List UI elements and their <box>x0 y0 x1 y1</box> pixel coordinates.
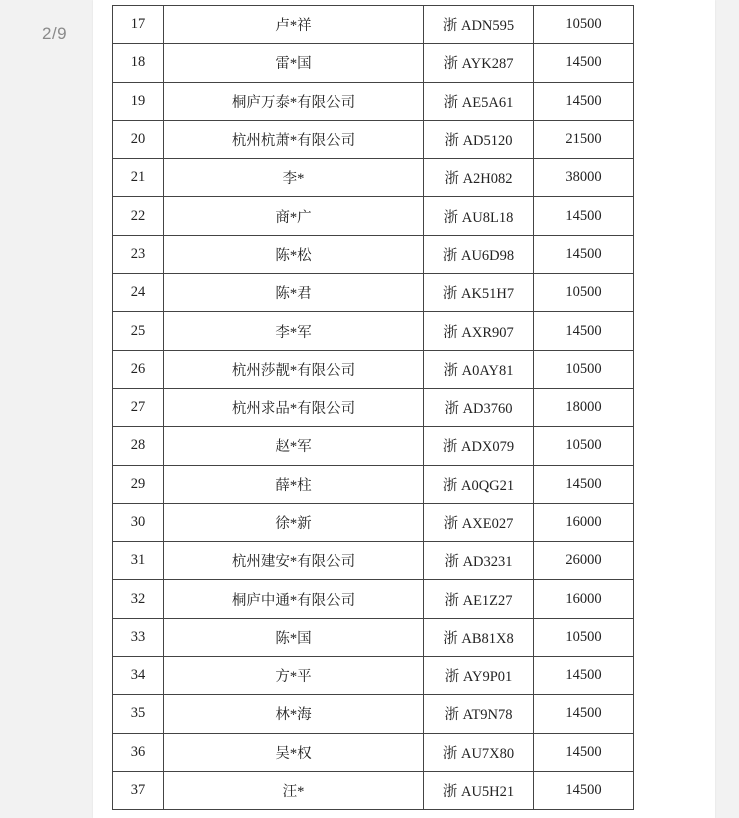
owner-name-cell: 商*广 <box>164 197 424 235</box>
row-number-cell: 17 <box>113 6 164 44</box>
owner-name-cell: 陈*君 <box>164 274 424 312</box>
owner-name-cell: 陈*国 <box>164 618 424 656</box>
table-row <box>113 44 634 82</box>
license-plate-cell: 浙 AU7X80 <box>424 733 534 771</box>
table-row <box>113 542 634 580</box>
owner-name-cell: 薛*柱 <box>164 465 424 503</box>
row-number-cell: 21 <box>113 159 164 197</box>
row-number-cell: 30 <box>113 503 164 541</box>
table-row <box>113 657 634 695</box>
amount-cell: 10500 <box>534 427 634 465</box>
license-plate-cell: 浙 AXR907 <box>424 312 534 350</box>
owner-name-cell: 李*军 <box>164 312 424 350</box>
row-number-cell: 19 <box>113 82 164 120</box>
table-row <box>113 82 634 120</box>
amount-cell: 18000 <box>534 388 634 426</box>
table-row <box>113 120 634 158</box>
table-row <box>113 312 634 350</box>
table-row <box>113 159 634 197</box>
row-number-cell: 29 <box>113 465 164 503</box>
owner-name-cell: 陈*松 <box>164 235 424 273</box>
license-plate-cell: 浙 AU6D98 <box>424 235 534 273</box>
row-number-cell: 18 <box>113 44 164 82</box>
license-plate-cell: 浙 AE5A61 <box>424 82 534 120</box>
license-plate-cell: 浙 AU5H21 <box>424 771 534 809</box>
table-row <box>113 274 634 312</box>
amount-cell: 14500 <box>534 82 634 120</box>
license-plate-cell: 浙 A2H082 <box>424 159 534 197</box>
records-table <box>112 5 634 810</box>
license-plate-cell: 浙 AD3760 <box>424 388 534 426</box>
table-row <box>113 503 634 541</box>
owner-name-cell: 方*平 <box>164 657 424 695</box>
row-number-cell: 33 <box>113 618 164 656</box>
amount-cell: 16000 <box>534 503 634 541</box>
table-row <box>113 235 634 273</box>
amount-cell: 10500 <box>534 274 634 312</box>
row-number-cell: 20 <box>113 120 164 158</box>
owner-name-cell: 林*海 <box>164 695 424 733</box>
owner-name-cell: 杭州建安*有限公司 <box>164 542 424 580</box>
row-number-cell: 23 <box>113 235 164 273</box>
license-plate-cell: 浙 AU8L18 <box>424 197 534 235</box>
table-row <box>113 197 634 235</box>
amount-cell: 14500 <box>534 733 634 771</box>
row-number-cell: 22 <box>113 197 164 235</box>
amount-cell: 14500 <box>534 771 634 809</box>
owner-name-cell: 杭州莎靓*有限公司 <box>164 350 424 388</box>
table-row <box>113 733 634 771</box>
row-number-cell: 35 <box>113 695 164 733</box>
table-row <box>113 695 634 733</box>
row-number-cell: 27 <box>113 388 164 426</box>
amount-cell: 16000 <box>534 580 634 618</box>
amount-cell: 38000 <box>534 159 634 197</box>
row-number-cell: 34 <box>113 657 164 695</box>
amount-cell: 14500 <box>534 235 634 273</box>
owner-name-cell: 赵*军 <box>164 427 424 465</box>
amount-cell: 14500 <box>534 465 634 503</box>
license-plate-cell: 浙 A0QG21 <box>424 465 534 503</box>
row-number-cell: 25 <box>113 312 164 350</box>
table-row <box>113 427 634 465</box>
license-plate-cell: 浙 AT9N78 <box>424 695 534 733</box>
license-plate-cell: 浙 AK51H7 <box>424 274 534 312</box>
row-number-cell: 32 <box>113 580 164 618</box>
table-row <box>113 771 634 809</box>
owner-name-cell: 杭州求品*有限公司 <box>164 388 424 426</box>
license-plate-cell: 浙 AB81X8 <box>424 618 534 656</box>
table-row <box>113 465 634 503</box>
page-indicator: 2/9 <box>42 24 68 43</box>
amount-cell: 14500 <box>534 197 634 235</box>
row-number-cell: 28 <box>113 427 164 465</box>
amount-cell: 14500 <box>534 312 634 350</box>
row-number-cell: 37 <box>113 771 164 809</box>
owner-name-cell: 杭州杭萧*有限公司 <box>164 120 424 158</box>
license-plate-cell: 浙 AXE027 <box>424 503 534 541</box>
license-plate-cell: 浙 AD3231 <box>424 542 534 580</box>
table-row <box>113 6 634 44</box>
amount-cell: 26000 <box>534 542 634 580</box>
table-row <box>113 388 634 426</box>
owner-name-cell: 吴*权 <box>164 733 424 771</box>
owner-name-cell: 徐*新 <box>164 503 424 541</box>
amount-cell: 21500 <box>534 120 634 158</box>
license-plate-cell: 浙 ADX079 <box>424 427 534 465</box>
amount-cell: 10500 <box>534 6 634 44</box>
amount-cell: 10500 <box>534 618 634 656</box>
row-number-cell: 36 <box>113 733 164 771</box>
owner-name-cell: 雷*国 <box>164 44 424 82</box>
amount-cell: 14500 <box>534 44 634 82</box>
owner-name-cell: 汪* <box>164 771 424 809</box>
amount-cell: 10500 <box>534 350 634 388</box>
amount-cell: 14500 <box>534 695 634 733</box>
row-number-cell: 26 <box>113 350 164 388</box>
owner-name-cell: 卢*祥 <box>164 6 424 44</box>
table-row <box>113 350 634 388</box>
license-plate-cell: 浙 AD5120 <box>424 120 534 158</box>
owner-name-cell: 李* <box>164 159 424 197</box>
table-row <box>113 618 634 656</box>
row-number-cell: 31 <box>113 542 164 580</box>
owner-name-cell: 桐庐万泰*有限公司 <box>164 82 424 120</box>
license-plate-cell: 浙 ADN595 <box>424 6 534 44</box>
records-table-body <box>113 6 634 810</box>
license-plate-cell: 浙 AYK287 <box>424 44 534 82</box>
license-plate-cell: 浙 A0AY81 <box>424 350 534 388</box>
license-plate-cell: 浙 AY9P01 <box>424 657 534 695</box>
row-number-cell: 24 <box>113 274 164 312</box>
owner-name-cell: 桐庐中通*有限公司 <box>164 580 424 618</box>
license-plate-cell: 浙 AE1Z27 <box>424 580 534 618</box>
amount-cell: 14500 <box>534 657 634 695</box>
table-row <box>113 580 634 618</box>
